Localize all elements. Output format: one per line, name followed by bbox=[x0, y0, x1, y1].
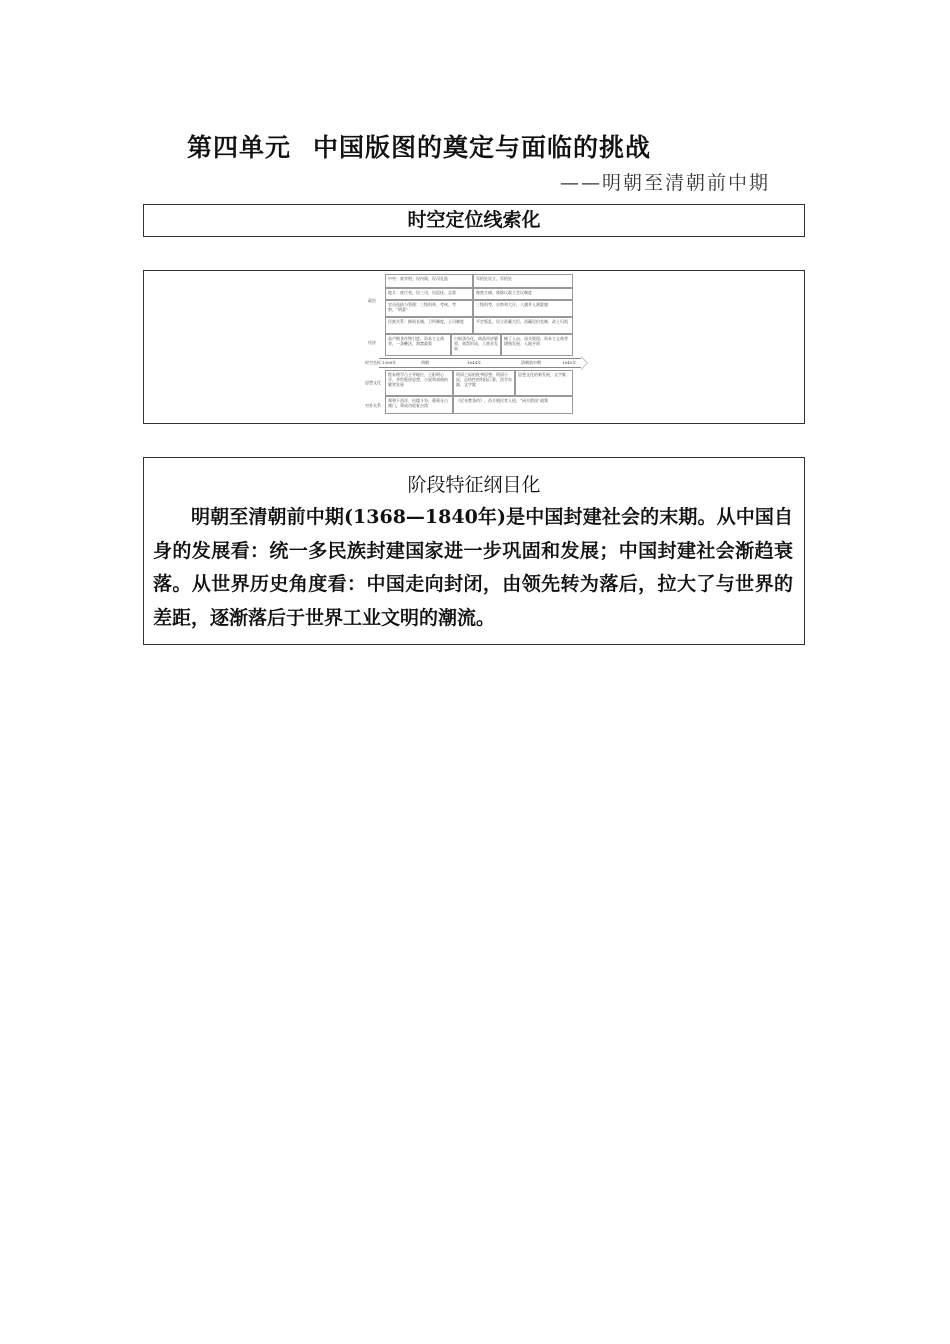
chart-cell: 民族关系：修筑长城，卫所制度，土司制度 bbox=[385, 317, 473, 334]
timeline-tick: 1644年 bbox=[467, 360, 482, 365]
chart-cell: 高产粮食作物引进，资本主义萌芽，一条鞭法，海禁政策 bbox=[385, 334, 451, 356]
section2-body: 明朝至清朝前中期(1368—1840年)是中国封建社会的末期。从中国自身的发展看：统一多民族封建国家进一步巩固和发展；中国封建社会渐趋衰落。从世界历史角度看：中国走向封闭，由领先转为落后，拉大了与世界的差距，逐渐落后于世界工业文明的潮流。 bbox=[153, 506, 793, 629]
row-label-economy: 经济 bbox=[368, 340, 376, 345]
chart-cell: 军机处设立，军机处 bbox=[473, 274, 573, 288]
timeline-tick: 清朝前中期 bbox=[521, 360, 541, 365]
chart-cell: 程朱理学占主导地位，王阳明心学，李贽叛逆思想，小说和戏曲的繁荣发展 bbox=[385, 370, 453, 396]
unit-name: 中国版图的奠定与面临的挑战 bbox=[313, 133, 652, 162]
chart-cell: 郑和下西洋，抗倭斗争，葡萄牙占澳门，郑成功收复台湾 bbox=[385, 396, 453, 414]
chart-cell: 秘密立储，废除议政王会议制度 bbox=[473, 288, 573, 300]
timeline-tick: 明朝 bbox=[421, 360, 429, 365]
timeline-chart bbox=[363, 272, 588, 422]
chart-cell: 中央：废宰相，设内阁，设司礼监 bbox=[385, 274, 473, 288]
chart-cell: 平定叛乱，设立驻藏大臣，西藏设伯克制，改土归流 bbox=[473, 317, 573, 334]
row-label-culture: 思想文化 bbox=[365, 380, 381, 385]
chart-cell: 白银货币化，商品经济繁荣，商帮形成，工商业发展 bbox=[451, 334, 501, 356]
chart-cell: 官员选拔与管理：三级科举，考核，考察，“明蒙” bbox=[385, 300, 473, 317]
timeline-tick: 1368年 bbox=[382, 360, 397, 365]
section1-heading: 时空定位线索化 bbox=[143, 204, 805, 237]
section2-heading: 阶段特征纲目化 bbox=[407, 474, 541, 496]
section2-box bbox=[143, 457, 805, 645]
unit-subtitle: ——明朝至清朝前中期 bbox=[560, 172, 771, 194]
chart-cell: 思想文化的新发展，文字狱 bbox=[515, 370, 573, 396]
timeline-tick: 1840年 bbox=[562, 360, 577, 365]
chart-cell: 地方：废行省，设三司，设巡抚、总督 bbox=[385, 288, 473, 300]
chart-cell: 摊丁入亩，闭关锁国，资本主义萌芽缓慢发展，人地矛盾 bbox=[501, 334, 573, 356]
timeline-arrow-tip bbox=[581, 356, 588, 370]
timeline-chart-box bbox=[143, 270, 805, 424]
chart-cell: 明清之际的批判思想，明清小说，总结性的科技巨著，西学东渐，文字狱 bbox=[453, 370, 515, 396]
row-label-timeline: 时空坐标 bbox=[365, 360, 381, 365]
row-label-politics: 政治 bbox=[368, 298, 376, 303]
unit-title bbox=[187, 128, 651, 164]
chart-cell: 《尼布楚条约》，西方殖民者入侵，“闭关锁国”政策 bbox=[453, 396, 573, 414]
unit-number: 第四单元 bbox=[187, 133, 292, 162]
row-label-foreign: 对外关系 bbox=[365, 403, 381, 408]
chart-cell: 三级科考，京察和大计，八旗并入满蒙旗 bbox=[473, 300, 573, 317]
